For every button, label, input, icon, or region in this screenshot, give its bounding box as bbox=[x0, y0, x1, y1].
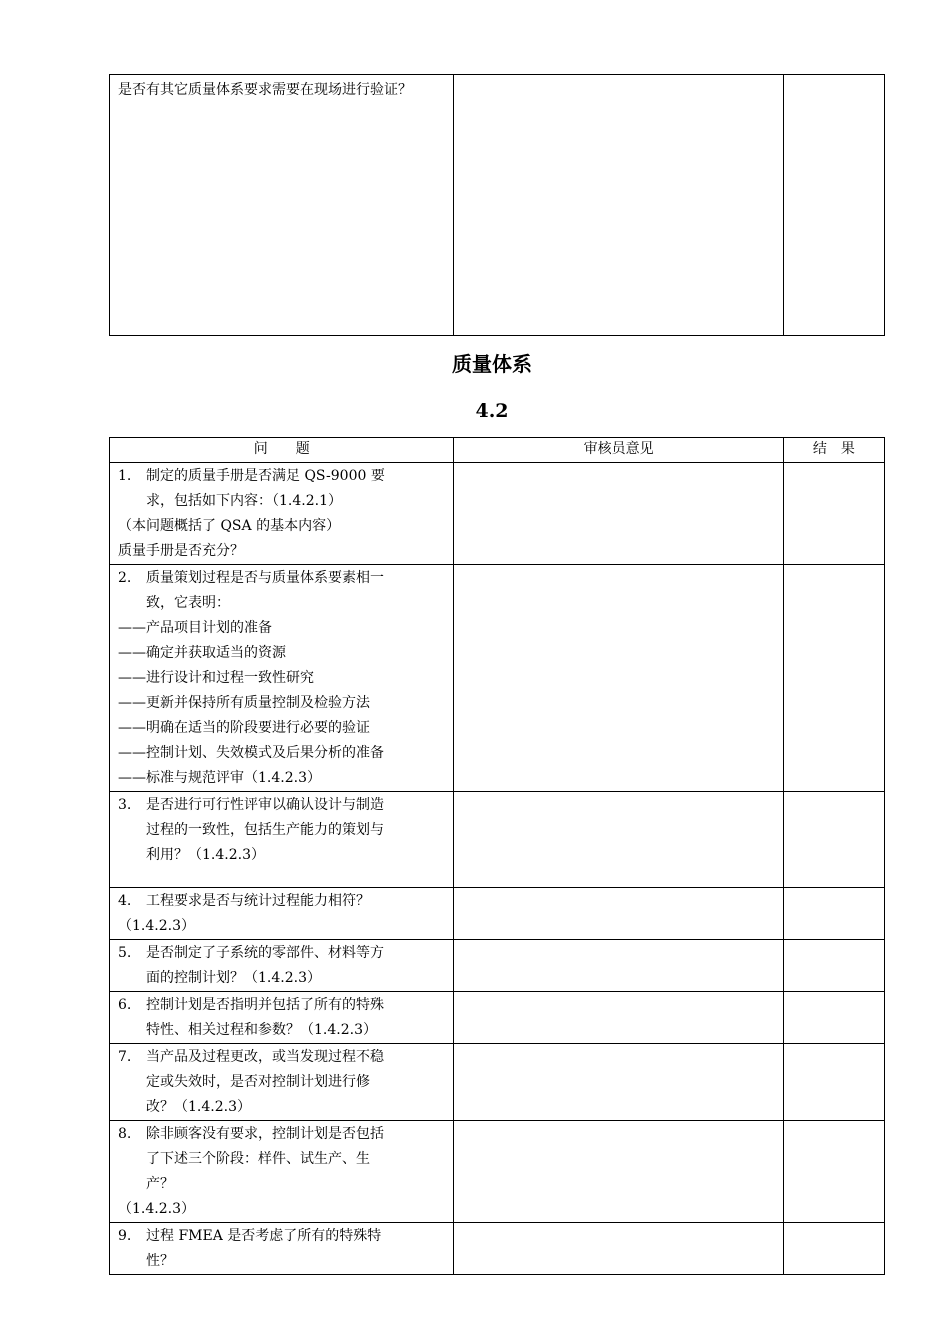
result-cell[interactable] bbox=[783, 940, 884, 992]
question-text-continued: 过程的一致性，包括生产能力的策划与 bbox=[146, 822, 384, 838]
auditor-opinion-cell[interactable] bbox=[454, 463, 783, 565]
question-text-continued: 致，它表明： bbox=[146, 595, 230, 611]
question-text-continued: 了下述三个阶段：样件、试生产、生 bbox=[146, 1151, 370, 1167]
question-cell bbox=[110, 1044, 454, 1121]
question-text: 是否进行可行性评审以确认设计与制造 bbox=[146, 797, 384, 813]
result-cell[interactable] bbox=[783, 792, 884, 888]
question-number: 6. bbox=[118, 997, 132, 1013]
question-detail-line: （1.4.2.3） bbox=[118, 918, 195, 934]
auditor-opinion-cell[interactable] bbox=[454, 992, 783, 1044]
result-cell[interactable] bbox=[783, 75, 884, 336]
question-detail-line: ——产品项目计划的准备 bbox=[118, 620, 272, 636]
result-cell[interactable] bbox=[783, 888, 884, 940]
question-text-continued: 性？ bbox=[146, 1253, 174, 1269]
question-detail-line: 质量手册是否充分？ bbox=[118, 543, 244, 559]
table-row bbox=[110, 1121, 885, 1223]
question-text-continued: 面的控制计划？（1.4.2.3） bbox=[146, 970, 321, 986]
question-detail-line: （本问题概括了 QSA 的基本内容） bbox=[118, 518, 341, 534]
question-text: 是否制定了子系统的零部件、材料等方 bbox=[146, 945, 384, 961]
question-cell bbox=[110, 992, 454, 1044]
question-detail-line: ——更新并保持所有质量控制及检验方法 bbox=[118, 695, 370, 711]
auditor-opinion-cell[interactable] bbox=[454, 1044, 783, 1121]
question-cell bbox=[110, 75, 454, 336]
question-cell bbox=[110, 792, 454, 888]
auditor-opinion-cell[interactable] bbox=[454, 792, 783, 888]
table-row bbox=[110, 888, 885, 940]
question-text: 工程要求是否与统计过程能力相符？ bbox=[146, 893, 370, 909]
auditor-opinion-cell[interactable] bbox=[454, 888, 783, 940]
section-number: 4.2 bbox=[475, 400, 509, 422]
table-row bbox=[110, 792, 885, 888]
question-cell bbox=[110, 1223, 454, 1275]
question-text: 是否有其它质量体系要求需要在现场进行验证？ bbox=[118, 82, 412, 98]
question-detail-line: ——进行设计和过程一致性研究 bbox=[118, 670, 314, 686]
auditor-opinion-cell[interactable] bbox=[454, 75, 783, 336]
question-number: 2. bbox=[118, 570, 132, 586]
question-number: 7. bbox=[118, 1049, 132, 1065]
section-title: 质量体系 bbox=[452, 352, 532, 376]
question-detail-line: ——明确在适当的阶段要进行必要的验证 bbox=[118, 720, 370, 736]
question-detail-line: ——确定并获取适当的资源 bbox=[118, 645, 286, 661]
result-cell[interactable] bbox=[783, 565, 884, 792]
table-row bbox=[110, 1223, 885, 1275]
question-text-continued: 产？ bbox=[146, 1176, 174, 1192]
question-text-continued: 特性、相关过程和参数？（1.4.2.3） bbox=[146, 1022, 377, 1038]
auditor-opinion-cell[interactable] bbox=[454, 565, 783, 792]
top-checklist-table bbox=[109, 74, 885, 336]
table-row bbox=[110, 940, 885, 992]
question-number: 3. bbox=[118, 797, 132, 813]
table-row bbox=[110, 992, 885, 1044]
question-text: 质量策划过程是否与质量体系要素相一 bbox=[146, 570, 384, 586]
header-question: 问 题 bbox=[110, 438, 454, 463]
question-text-continued: 定或失效时，是否对控制计划进行修 bbox=[146, 1074, 370, 1090]
result-cell[interactable] bbox=[783, 1223, 884, 1275]
table-row bbox=[110, 75, 885, 336]
result-cell[interactable] bbox=[783, 992, 884, 1044]
result-cell[interactable] bbox=[783, 1044, 884, 1121]
header-auditor-opinion: 审核员意见 bbox=[454, 438, 783, 463]
question-text: 除非顾客没有要求，控制计划是否包括 bbox=[146, 1126, 384, 1142]
question-cell bbox=[110, 565, 454, 792]
question-detail-line: ——控制计划、失效模式及后果分析的准备 bbox=[118, 745, 384, 761]
header-result: 结 果 bbox=[783, 438, 884, 463]
auditor-opinion-cell[interactable] bbox=[454, 1223, 783, 1275]
question-number: 1. bbox=[118, 468, 132, 484]
quality-system-checklist-table bbox=[109, 437, 885, 1275]
question-cell bbox=[110, 940, 454, 992]
table-row bbox=[110, 463, 885, 565]
question-text-continued: 求，包括如下内容：（1.4.2.1） bbox=[146, 493, 342, 509]
question-text: 控制计划是否指明并包括了所有的特殊 bbox=[146, 997, 384, 1013]
table-row bbox=[110, 1044, 885, 1121]
question-number: 8. bbox=[118, 1126, 132, 1142]
result-cell[interactable] bbox=[783, 463, 884, 565]
question-text: 当产品及过程更改，或当发现过程不稳 bbox=[146, 1049, 384, 1065]
question-cell bbox=[110, 888, 454, 940]
question-text: 过程 FMEA 是否考虑了所有的特殊特 bbox=[146, 1228, 382, 1244]
question-number: 9. bbox=[118, 1228, 132, 1244]
question-text: 制定的质量手册是否满足 QS-9000 要 bbox=[146, 468, 385, 484]
auditor-opinion-cell[interactable] bbox=[454, 940, 783, 992]
result-cell[interactable] bbox=[783, 1121, 884, 1223]
question-cell bbox=[110, 1121, 454, 1223]
auditor-opinion-cell[interactable] bbox=[454, 1121, 783, 1223]
question-text-continued: 改？（1.4.2.3） bbox=[146, 1099, 251, 1115]
question-number: 4. bbox=[118, 893, 132, 909]
question-number: 5. bbox=[118, 945, 132, 961]
table-row bbox=[110, 565, 885, 792]
question-detail-line: ——标准与规范评审（1.4.2.3） bbox=[118, 770, 321, 786]
checklist-rows bbox=[110, 463, 885, 1275]
table-header-row bbox=[110, 438, 885, 463]
question-detail-line: （1.4.2.3） bbox=[118, 1201, 195, 1217]
question-text-continued: 利用？（1.4.2.3） bbox=[146, 847, 265, 863]
question-cell bbox=[110, 463, 454, 565]
